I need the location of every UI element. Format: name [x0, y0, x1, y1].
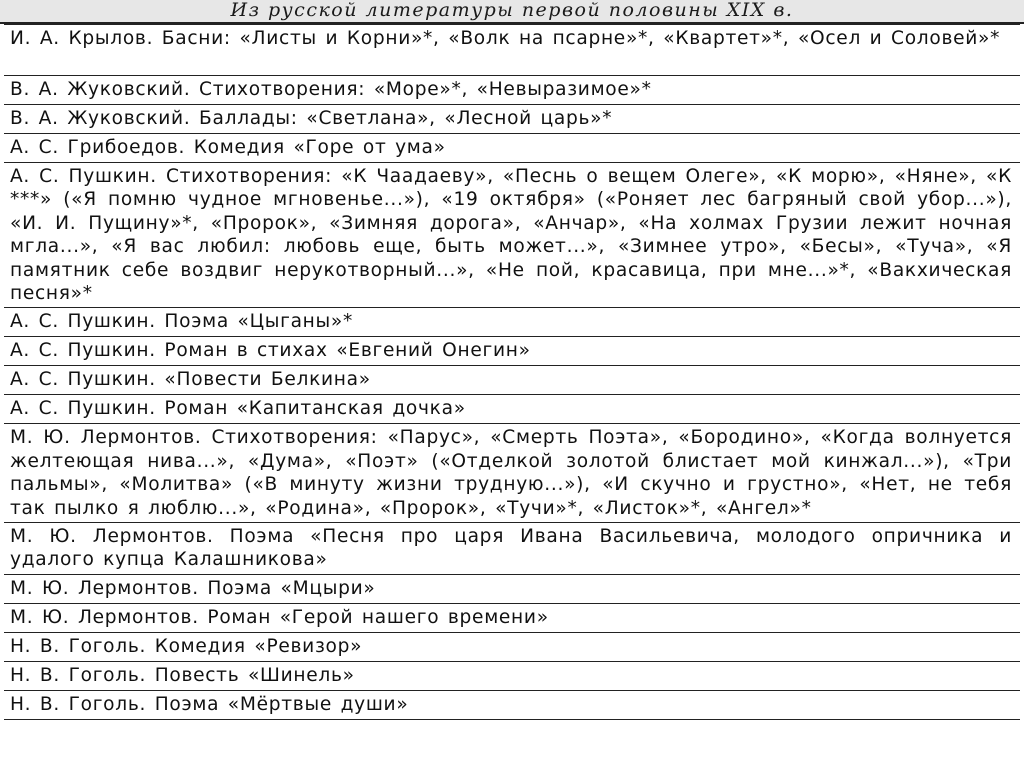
row-zhukovsky-poems: В. А. Жуковский. Стихотворения: «Море»*, «Невыразимое»*: [4, 76, 1020, 105]
table-row: [4, 25, 1020, 76]
table-row: [4, 366, 1020, 395]
table-row: [4, 632, 1020, 661]
row-pushkin-belkin: А. С. Пушкин. «Повести Белкина»: [4, 366, 1020, 395]
row-zhukovsky-ballads: В. А. Жуковский. Баллады: «Светлана», «Лесной царь»*: [4, 105, 1020, 134]
row-gogol-inspector: Н. В. Гоголь. Комедия «Ревизор»: [4, 632, 1020, 661]
table-heading: Из русской литературы первой половины XIX в.: [0, 0, 1024, 24]
table-row: [4, 395, 1020, 424]
row-krylov-fables: И. А. Крылов. Басни: «Листы и Корни»*, «Волк на псарне»*, «Квартет»*, «Осел и Соловей»*: [4, 25, 1020, 76]
row-pushkin-onegin: А. С. Пушкин. Роман в стихах «Евгений Онегин»: [4, 337, 1020, 366]
table-row: [4, 690, 1020, 719]
row-lermontov-kalashnikov: М. Ю. Лермонтов. Поэма «Песня про царя Ивана Васильевича, молодого опричника и удалого купца Калашникова»: [4, 523, 1020, 575]
table-row: [4, 603, 1020, 632]
row-pushkin-poems: А. С. Пушкин. Стихотворения: «К Чаадаеву», «Песнь о вещем Олеге», «К морю», «Няне», «К ***» («Я помню чудное мгновенье...»), «19 октября» («Роняет лес багряный свой убор...»), «И. И. Пущину»*, «Пророк», «Зимняя дорога», «Анчар», «На холмах Грузии лежит ночная мгла...», «Я вас любил: любовь еще, быть может...», «Зимнее утро», «Бесы», «Туча», «Я памятник себе воздвиг нерукотворный...», «Не пой, красавица, при мне...»*, «Вакхическая песня»*: [4, 163, 1020, 308]
table-row: [4, 76, 1020, 105]
row-gogol-dead-souls: Н. В. Гоголь. Поэма «Мёртвые души»: [4, 690, 1020, 719]
row-gogol-overcoat: Н. В. Гоголь. Повесть «Шинель»: [4, 661, 1020, 690]
table-row: [4, 308, 1020, 337]
row-griboedov-comedy: А. С. Грибоедов. Комедия «Горе от ума»: [4, 134, 1020, 163]
table-row: [4, 523, 1020, 575]
table-row: [4, 424, 1020, 523]
table-row: [4, 105, 1020, 134]
table-row: [4, 337, 1020, 366]
table-row: [4, 134, 1020, 163]
row-lermontov-mtsyri: М. Ю. Лермонтов. Поэма «Мцыри»: [4, 574, 1020, 603]
literature-table: [4, 24, 1020, 720]
row-pushkin-captains-daughter: А. С. Пушкин. Роман «Капитанская дочка»: [4, 395, 1020, 424]
table-row: [4, 163, 1020, 308]
row-lermontov-hero: М. Ю. Лермонтов. Роман «Герой нашего времени»: [4, 603, 1020, 632]
row-pushkin-gypsies: А. С. Пушкин. Поэма «Цыганы»*: [4, 308, 1020, 337]
table-row: [4, 661, 1020, 690]
row-lermontov-poems: М. Ю. Лермонтов. Стихотворения: «Парус», «Смерть Поэта», «Бородино», «Когда волнуется желтеющая нива...», «Дума», «Поэт» («Отделкой золотой блистает мой кинжал...»), «Три пальмы», «Молитва» («В минуту жизни трудную...»), «И скучно и грустно», «Нет, не тебя так пылко я люблю...», «Родина», «Пророк», «Тучи»*, «Листок»*, «Ангел»*: [4, 424, 1020, 523]
table-row: [4, 574, 1020, 603]
